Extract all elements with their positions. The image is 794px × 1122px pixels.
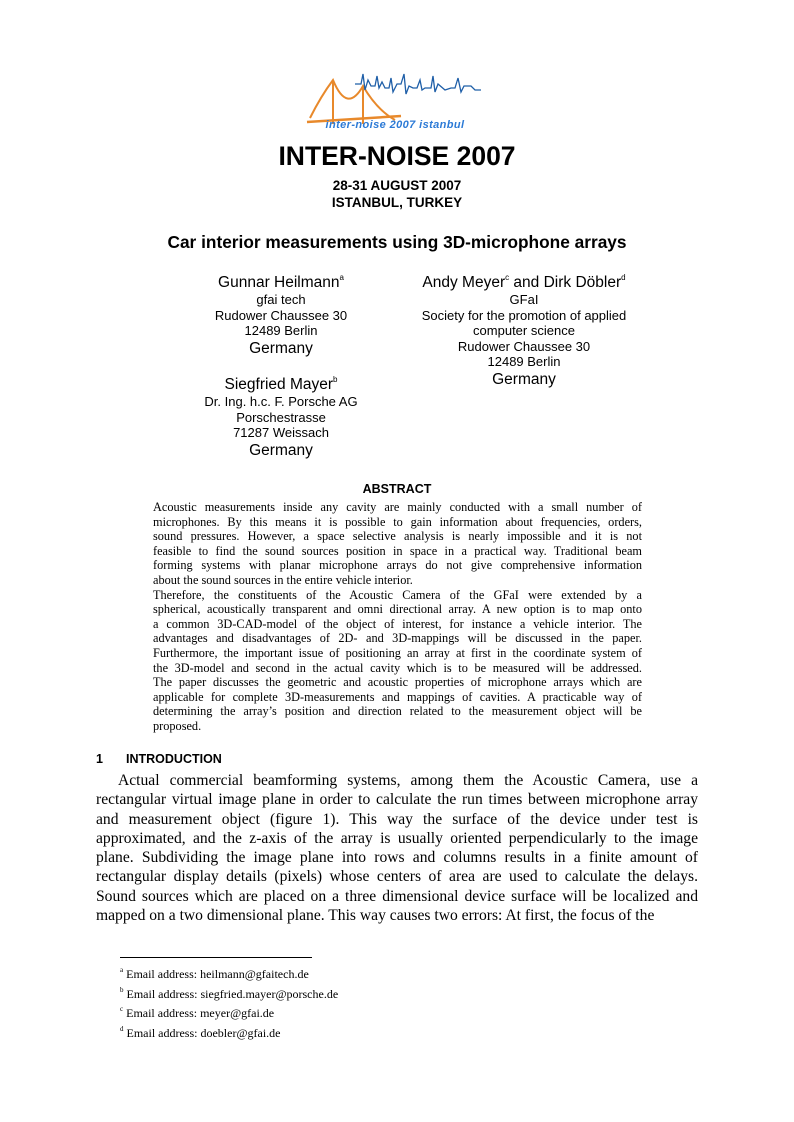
author-name: Siegfried Mayer$^b$: [224, 375, 338, 393]
introduction-body: [96, 771, 698, 925]
abstract-line: about the sound sources in the entire vehicle interior.: [153, 572, 413, 587]
footnotes: [120, 963, 338, 1041]
body-line: Actual commercial beamforming systems, among them the Acoustic Camera, use a: [118, 772, 698, 789]
affiliation-line: 12489 Berlin: [244, 323, 318, 338]
abstract-line: the 3D-model and second in the actual cavity which is to be measured will be addressed.: [153, 660, 642, 675]
footnote-b: $^b$ Email address: siegfried.mayer@porsche.de: [120, 985, 339, 1001]
abstract-heading: ABSTRACT: [362, 482, 432, 496]
author-block-heilmann: [181, 268, 381, 358]
paper-title: Car interior measurements using 3D-microphone arrays: [167, 232, 627, 252]
conference-info: [0, 177, 794, 211]
affiliation-country: Germany: [249, 339, 313, 357]
body-line: Sound sources which are placed on a three dimensional device surface will be localized and: [96, 887, 698, 905]
abstract-line: applicable for complete 3D-measurements and mappings of cavities. A practicable way of: [153, 689, 642, 704]
affiliation-line: 12489 Berlin: [487, 354, 561, 369]
body-line: mapped on a two dimensional plane. This way causes two errors: At first, the focus of the: [96, 907, 655, 925]
affiliation-line: Dr. Ing. h.c. F. Porsche AG: [204, 394, 358, 409]
abstract-line: Therefore, the constituents of the Acoustic Camera of the GFaI were extended by a: [153, 587, 642, 602]
abstract-line: The paper discusses the geometric and acoustic properties of microphone arrays which are: [153, 675, 642, 690]
footnote-c: $^c$ Email address: meyer@gfai.de: [120, 1005, 275, 1020]
affiliation-line: Rudower Chaussee 30: [457, 338, 591, 354]
abstract-line: proposed.: [153, 718, 202, 733]
waveform-icon: [355, 74, 481, 94]
abstract-line: a common 3D-CAD-model of the object of interest, for instance a vehicle interior. The: [153, 616, 642, 631]
author-name: Andy Meyer$^c$ and Dirk Döbler$^d$: [422, 273, 626, 291]
author-block-mayer: [181, 370, 381, 460]
affiliation-line: Porschestrasse: [236, 409, 326, 425]
affiliation-line: gfai tech: [256, 292, 306, 307]
abstract-paragraph: [153, 588, 642, 734]
bridge-icon: [307, 80, 401, 124]
abstract-line: microphones. By this means it is possible to gain information about frequencies, orders,: [153, 514, 642, 529]
abstract-line: forming systems with planar microphone arrays do not give comprehensive information: [153, 558, 642, 573]
footnote-d: $^d$ Email address: doebler@gfai.de: [120, 1024, 281, 1040]
section-title: INTRODUCTION: [126, 752, 222, 766]
affiliation-line: 71287 Weissach: [233, 425, 329, 440]
conference-location: ISTANBUL, TURKEY: [331, 195, 463, 210]
abstract-paragraph: [153, 500, 642, 588]
body-line: and measurement object (figure 1). This way the surface of the device under test is: [96, 810, 698, 828]
affiliation-country: Germany: [249, 441, 313, 459]
abstract-line: spherical, acoustically transparent and omni directional array. A new option is to map onto: [153, 602, 642, 617]
logo-text: inter-noise 2007 istanbul: [325, 119, 465, 131]
affiliation-line: computer science: [473, 323, 575, 338]
abstract-line: feasible to find the sound sources position in space in a practical way. Traditional beam: [153, 543, 642, 558]
footnote-a: $^a$ Email address: heilmann@gfaitech.de: [120, 966, 309, 981]
abstract-line: Furthermore, the important issue of positioning an array at first in the coordinate system of: [153, 645, 642, 660]
abstract-line: sound pressures. However, a space selective analysis is nearly impossible and it is not: [153, 529, 642, 544]
abstract-line: advantages and disadvantages of 2D- and 3D-mappings will be discussed in the paper.: [153, 631, 642, 646]
footnote-divider: [120, 957, 312, 958]
body-line: approximated, and the z-axis of the array is usually oriented perpendicularly to the image: [96, 829, 698, 847]
section-heading-introduction: [96, 752, 222, 766]
abstract-line: determining the array’s position and direction related to the measurement object will be: [153, 704, 642, 719]
author-block-meyer-doebler: [411, 268, 637, 389]
conference-dates: 28-31 AUGUST 2007: [332, 178, 462, 193]
body-line: plane. Subdividing the image plane into rows and columns results in a finite amount of: [96, 849, 698, 867]
affiliation-line: GFaI: [509, 292, 539, 307]
affiliation-line: Rudower Chaussee 30: [214, 307, 348, 323]
body-line: rectangular virtual image plane in order to calculate the run times between microphone array: [96, 791, 698, 809]
abstract-body: [153, 500, 642, 734]
section-number: 1: [96, 752, 103, 766]
conference-title: INTER-NOISE 2007: [278, 141, 516, 171]
affiliation-line: Society for the promotion of applied: [421, 307, 627, 323]
author-name: Gunnar Heilmann$^a$: [218, 273, 344, 291]
body-line: rectangular display details (pixels) whose centers of area are used to calculate the delays.: [96, 868, 698, 886]
affiliation-country: Germany: [492, 370, 556, 388]
abstract-line: Acoustic measurements inside any cavity are mainly conducted with a small number of: [153, 500, 642, 514]
